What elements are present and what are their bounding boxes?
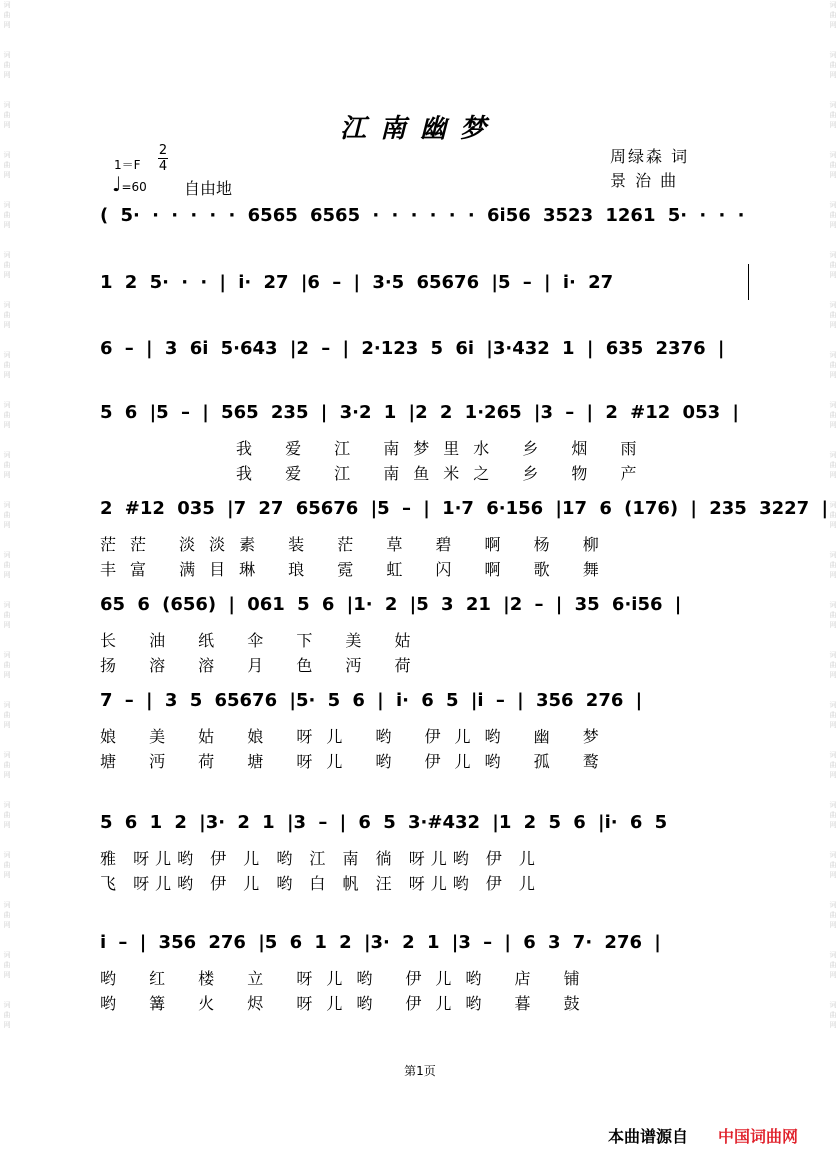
footer-label: 本曲谱源自 (608, 1127, 689, 1146)
staff-notes: 5 6 |5 – | 565 235 | 3·2 1 |2 2 1·265 |3 – | 2 #12 053 | (100, 402, 739, 423)
lyrics-verse-2: 哟 篝 火 烬 呀儿哟 伊儿哟 暮 鼓 (100, 994, 594, 1013)
lyrics-verse-1: 长 油 纸 伞 下 美 姑 (100, 631, 425, 650)
lyrics-verse-1: 哟 红 楼 立 呀儿哟 伊儿哟 店 铺 (100, 969, 594, 988)
footer-site-link[interactable]: 中国词曲网 (718, 1127, 799, 1146)
staff-notes: 1 2 5· · · | i· 27 |6 – | 3·5 65676 |5 – | i· 27 (100, 272, 614, 293)
left-watermark: 词 曲 网 词 曲 网 词 曲 网 词 曲 网 词 曲 网 词 曲 网 词 曲 网 词 曲 网 词 曲 网 词 曲 网 词 曲 网 词 曲 网 词 曲 网 词 曲 网 词 曲 网 词 曲 网 词 曲 网 词 曲 网 词 曲 网 词 曲 网 词 曲 网 (3, 1, 11, 1029)
lyrics-verse-2: 我 爱 江 南鱼米之 乡 物 产 (236, 464, 651, 483)
key-signature: 1＝F (114, 158, 141, 172)
staff-notes: 5 6 1 2 |3· 2 1 |3 – | 6 5 3·#432 |1 2 5 6 |i· 6 5 (100, 812, 668, 833)
lyricist-credit: 周绿森 词 (610, 147, 690, 166)
staff-notes: ( 5· · · · · · 6565 6565 · · · · · · 6i56 3523 1261 5· · · · (100, 205, 745, 226)
right-watermark: 词 曲 网 词 曲 网 词 曲 网 词 曲 网 词 曲 网 词 曲 网 词 曲 网 词 曲 网 词 曲 网 词 曲 网 词 曲 网 词 曲 网 词 曲 网 词 曲 网 词 曲 网 词 曲 网 词 曲 网 词 曲 网 词 曲 网 词 曲 网 词 曲 网 (829, 1, 837, 1029)
composer-credit: 景 治 曲 (610, 171, 679, 190)
staff-notes: 2 #12 035 |7 27 65676 |5 – | 1·7 6·156 |17 6 (176) | 235 3227 | (100, 498, 829, 519)
lyrics-verse-1: 娘 美 姑 娘 呀儿 哟 伊儿哟 幽 梦 (100, 727, 613, 746)
lyrics-verse-1: 雅 呀儿哟 伊 儿 哟 江 南 徜 呀儿哟 伊 儿 (100, 849, 541, 868)
time-signature (158, 143, 168, 174)
staff-notes: i – | 356 276 |5 6 1 2 |3· 2 1 |3 – | 6 3 7· 276 | (100, 932, 661, 953)
page-number: 第1页 (404, 1064, 436, 1078)
tempo-value: =60 (121, 180, 147, 194)
lyrics-verse-1: 茫茫 淡淡素 装 茫 草 碧 啊 杨 柳 (100, 535, 613, 554)
lyrics-verse-2: 塘 沔 荷 塘 呀儿 哟 伊儿哟 孤 鹜 (100, 752, 613, 771)
barline (748, 264, 749, 300)
staff-notes: 65 6 (656) | 061 5 6 |1· 2 |5 3 21 |2 – | 35 6·i56 | (100, 594, 682, 615)
expression-marking: 自由地 (184, 179, 233, 198)
tempo-marking (112, 172, 147, 196)
lyrics-verse-2: 飞 呀儿哟 伊 儿 哟 白 帆 汪 呀儿哟 伊 儿 (100, 874, 541, 893)
lyrics-verse-2: 扬 溶 溶 月 色 沔 荷 (100, 656, 425, 675)
song-title: 江南幽梦 (339, 114, 500, 144)
staff-notes: 7 – | 3 5 65676 |5· 5 6 | i· 6 5 |i – | 356 276 | (100, 690, 643, 711)
lyrics-verse-1: 我 爱 江 南梦里水 乡 烟 雨 (236, 439, 651, 458)
lyrics-verse-2: 丰富 满目琳 琅 霓 虹 闪 啊 歌 舞 (100, 560, 613, 579)
meter-top: 2 (158, 143, 168, 158)
quarter-note-icon: ♩ (112, 172, 122, 196)
staff-notes: 6 – | 3 6i 5·643 |2 – | 2·123 5 6i |3·432 1 | 635 2376 | (100, 338, 725, 359)
meter-bottom: 4 (158, 159, 168, 174)
